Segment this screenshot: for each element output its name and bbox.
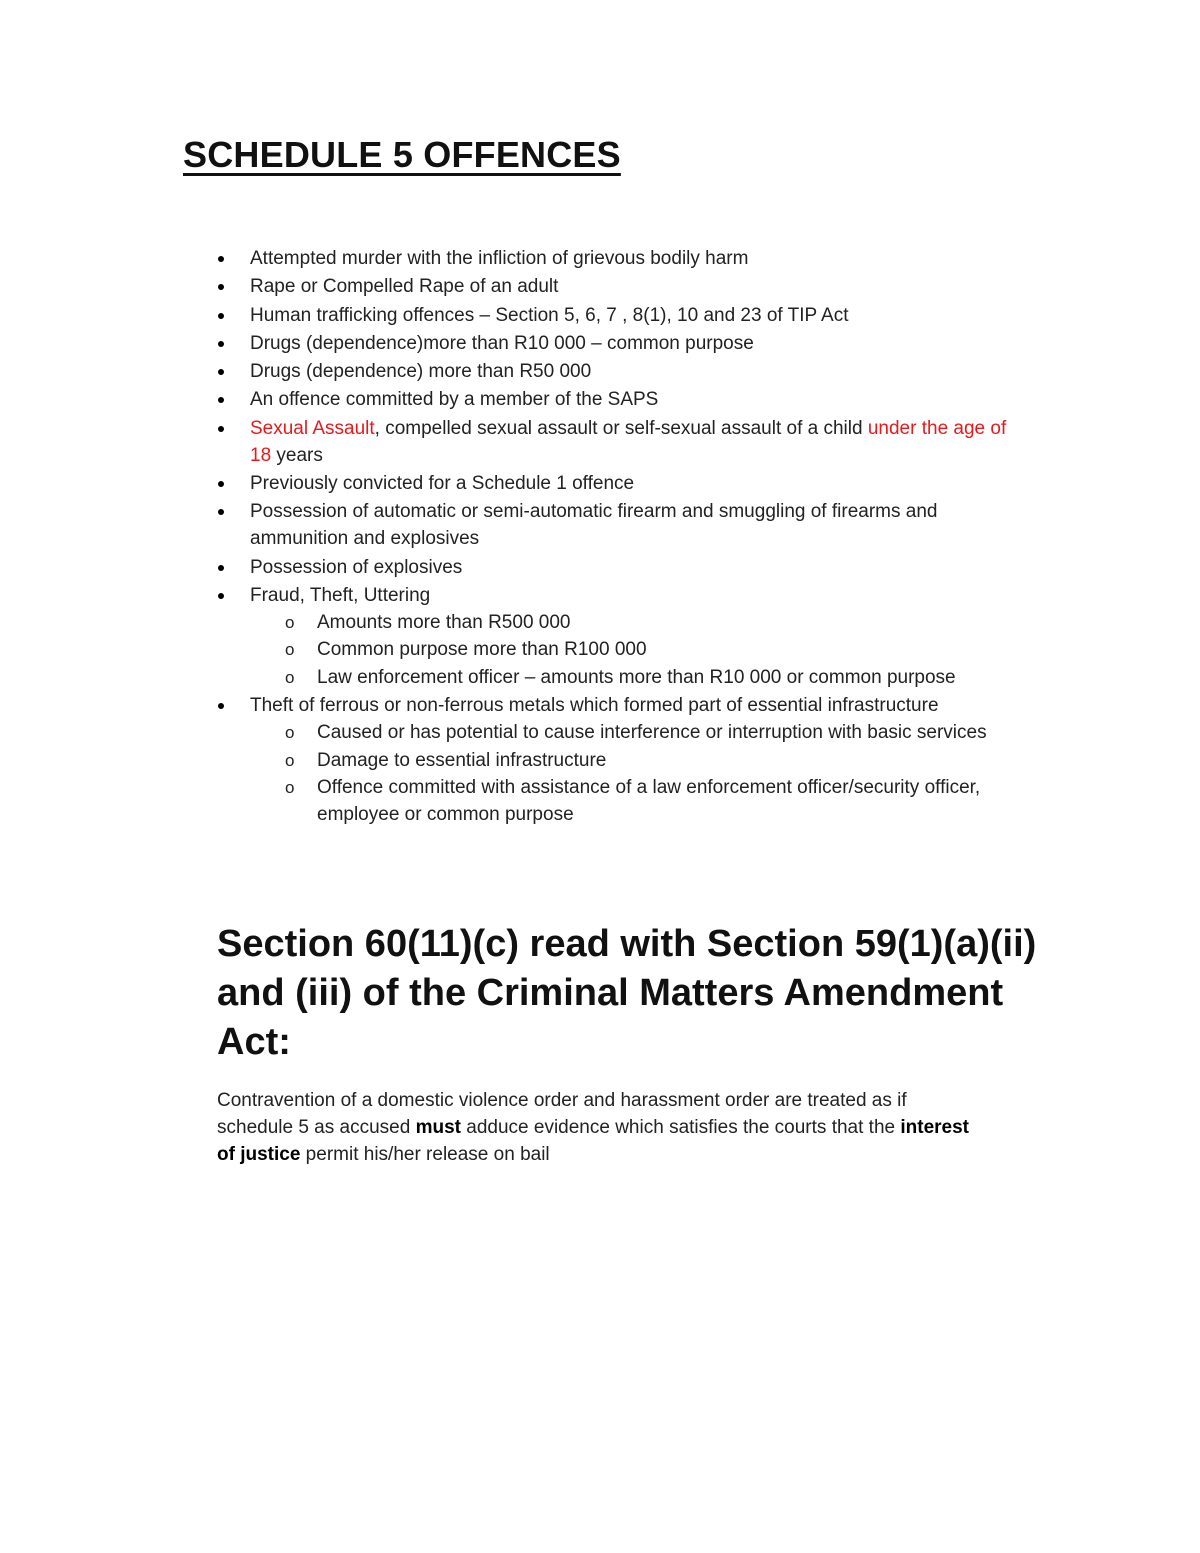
list-item-metal-theft: [218, 692, 1018, 828]
paragraph-text: Contravention of a domestic violence order and harassment order are treated as if schedule 5 as accused: [217, 1090, 907, 1138]
list-item: [218, 245, 1018, 272]
bullet-icon: [218, 397, 224, 403]
bullet-icon: [218, 593, 224, 599]
circle-bullet-icon: o: [285, 750, 295, 770]
sub-list-item-text: Offence committed with assistance of a law enforcement officer/security officer, employee or common purpose: [317, 777, 981, 826]
list-item-text: Fraud, Theft, Uttering: [250, 584, 431, 606]
sub-list-item-text: Caused or has potential to cause interference or interruption with basic services: [317, 722, 987, 744]
list-item: [218, 358, 1018, 385]
bullet-icon: [218, 256, 224, 262]
list-item-text: Possession of explosives: [250, 556, 463, 578]
sub-list-item-text: Common purpose more than R100 000: [317, 639, 647, 661]
highlight-text: under the age of 18: [250, 417, 1007, 466]
sub-list-item-text: Amounts more than R500 000: [317, 611, 571, 633]
list-item-text: Drugs (dependence) more than R50 000: [250, 361, 592, 383]
list-item-text: Human trafficking offences – Section 5, 6, 7 , 8(1), 10 and 23 of TIP Act: [250, 304, 849, 326]
bullet-icon: [218, 313, 224, 319]
list-item-text: years: [271, 444, 323, 466]
list-item: [218, 470, 1018, 497]
sub-list: [250, 609, 1018, 691]
sub-list-item: [250, 664, 1018, 691]
circle-bullet-icon: o: [285, 667, 295, 687]
list-item-text: An offence committed by a member of the SAPS: [250, 389, 659, 411]
list-item-text: Theft of ferrous or non-ferrous metals which formed part of essential infrastructure: [250, 695, 939, 717]
list-item-text: Possession of automatic or semi-automatic firearm and smuggling of firearms and ammunition and explosives: [250, 501, 938, 550]
emphasis-text: must: [415, 1117, 461, 1138]
body-paragraph: [217, 1087, 987, 1168]
list-item-text: Rape or Compelled Rape of an adult: [250, 276, 559, 298]
list-item: [218, 302, 1018, 329]
sub-list-item-text: Damage to essential infrastructure: [317, 749, 607, 771]
offence-list: [218, 245, 1018, 830]
paragraph-text: adduce evidence which satisfies the courts that the: [460, 1117, 901, 1138]
bullet-icon: [218, 341, 224, 347]
bullet-icon: [218, 565, 224, 571]
circle-bullet-icon: o: [285, 723, 295, 743]
circle-bullet-icon: o: [285, 778, 295, 798]
list-item-text: , compelled sexual assault or self-sexual assault of a child: [374, 417, 868, 439]
bullet-icon: [218, 426, 224, 432]
sub-list-item: [250, 609, 1018, 636]
bullet-icon: [218, 369, 224, 375]
sub-list: [250, 719, 1018, 828]
sub-list-item: [250, 747, 1018, 774]
list-item-fraud: [218, 582, 1018, 691]
circle-bullet-icon: o: [285, 640, 295, 660]
bullet-icon: [218, 284, 224, 290]
sub-list-item: [250, 774, 1018, 828]
bullet-icon: [218, 481, 224, 487]
list-item-text: Attempted murder with the infliction of grievous bodily harm: [250, 248, 749, 269]
emphasis-text: interest of justice: [217, 1117, 969, 1165]
section-heading: Section 60(11)(c) read with Section 59(1)(a)(ii) and (iii) of the Criminal Matters Amendment Act:: [217, 923, 1037, 1063]
sub-list-item-text: Law enforcement officer – amounts more than R10 000 or common purpose: [317, 666, 956, 688]
list-item: [218, 554, 1018, 581]
bullet-icon: [218, 703, 224, 709]
list-item-text: Previously convicted for a Schedule 1 offence: [250, 473, 635, 495]
list-item: [218, 386, 1018, 413]
highlight-text: Sexual Assault: [250, 417, 375, 439]
circle-bullet-icon: o: [285, 612, 295, 632]
list-item: [218, 273, 1018, 300]
list-item: [218, 498, 1018, 552]
sub-list-item: [250, 719, 1018, 746]
bullet-icon: [218, 509, 224, 515]
sub-list-item: [250, 636, 1018, 663]
page-title: SCHEDULE 5 OFFENCES: [183, 134, 621, 175]
list-item: [218, 330, 1018, 357]
paragraph-text: permit his/her release on bail: [300, 1144, 550, 1165]
list-item-sexual-assault: [218, 415, 1018, 469]
list-item-text: Drugs (dependence)more than R10 000 – common purpose: [250, 332, 754, 354]
